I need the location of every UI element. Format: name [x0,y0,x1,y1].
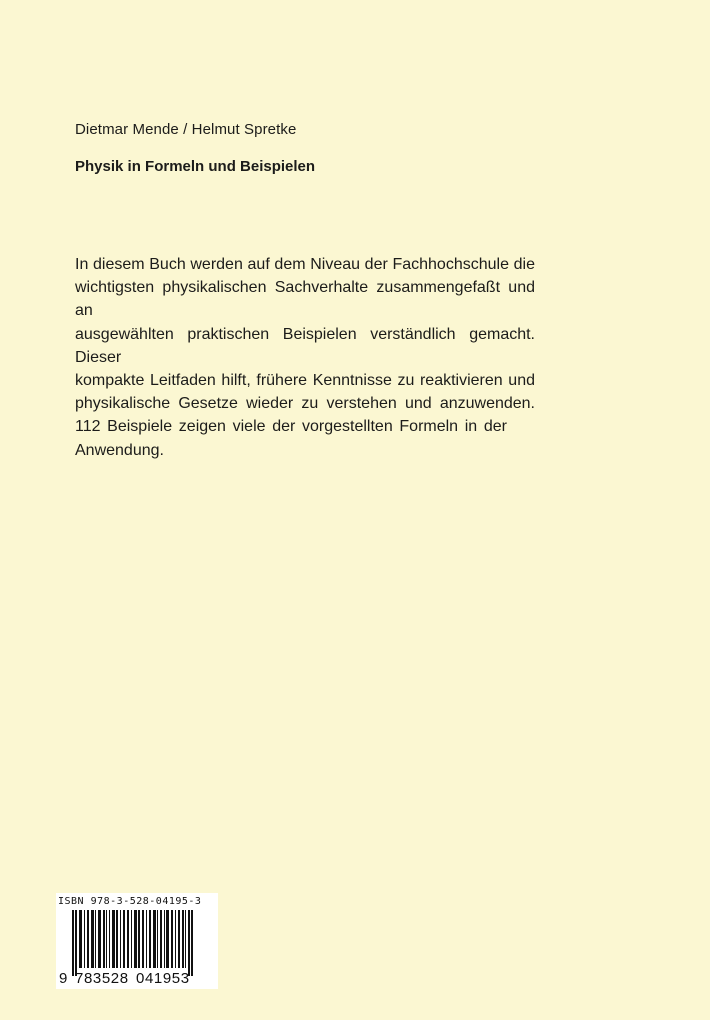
ean-left-digits: 783528 [75,970,129,987]
barcode-icon [58,910,198,976]
description-line: physikalische Gesetze wieder zu verstehen und anzuwenden. [75,395,535,413]
author-names: Dietmar Mende / Helmut Spretke [75,121,297,138]
ean-right-digits: 041953 [136,970,190,987]
description-line: Anwendung. [75,441,164,459]
description-line: In diesem Buch werden auf dem Niveau der Fachhochschule die [75,256,535,273]
isbn-label: ISBN 978-3-528-04195-3 [58,896,202,907]
description-line: kompakte Leitfaden hilft, frühere Kenntnisse zu reaktivieren und [75,372,535,390]
book-description [75,253,535,462]
book-title: Physik in Formeln und Beispielen [75,158,316,175]
description-line: wichtigsten physikalischen Sachverhalte zusammengefaßt und an [75,279,535,320]
description-line: ausgewählten praktischen Beispielen verständlich gemacht. Dieser [75,325,535,366]
ean-first-digit: 9 [59,970,68,987]
description-line: 112 Beispiele zeigen viele der vorgestellten Formeln in der [75,418,507,436]
